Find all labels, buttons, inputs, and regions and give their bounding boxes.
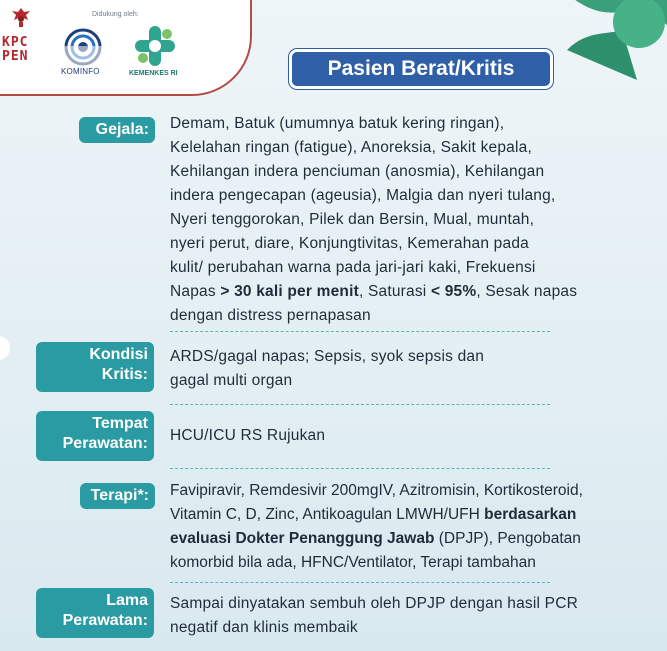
terapi-line: komorbid bila ada, HFNC/Ventilator, Terapi tambahan (170, 554, 536, 571)
saturation-threshold: < 95% (430, 283, 477, 300)
support-text: Didukung oleh: (92, 11, 139, 18)
lama-text (170, 592, 578, 640)
kpc-text: KPC (2, 35, 29, 50)
label-line: Perawatan: (62, 612, 148, 629)
divider (170, 582, 550, 583)
text-segment: Napas (170, 283, 221, 300)
gejala-line: Nyeri tenggorokan, Pilek dan Bersin, Mual, muntah, (170, 211, 535, 228)
terapi-text (170, 479, 583, 575)
kondisi-text (170, 345, 484, 393)
text-segment: (DPJP), Pengobatan (434, 530, 581, 547)
text-segment-bold: evaluasi Dokter Penanggung Jawab (170, 530, 435, 547)
kemenkes-logo-icon (133, 24, 177, 68)
terapi-line (170, 503, 583, 527)
tempat-line: HCU/ICU RS Rujukan (170, 427, 326, 444)
kondisi-kritis-label (36, 342, 154, 392)
gejala-line: Demam, Batuk (umumnya batuk kering ringan), (170, 115, 505, 132)
divider (170, 468, 550, 469)
gejala-line: nyeri perut, diare, Konjungtivitas, Kemerahan pada (170, 235, 529, 252)
pen-text: PEN (2, 49, 29, 64)
tempat-perawatan-label (36, 411, 154, 461)
label-line: Kritis: (101, 366, 148, 383)
text-segment: , Saturasi (358, 283, 431, 300)
tempat-text (170, 424, 325, 448)
lama-perawatan-label (36, 588, 154, 638)
gejala-line (170, 280, 577, 304)
lama-line: negatif dan klinis membaik (170, 619, 358, 636)
label-line: Perawatan: (62, 435, 148, 452)
page-title: Pasien Berat/Kritis (289, 49, 553, 89)
label-line: Lama (106, 592, 148, 609)
divider (170, 404, 550, 405)
terapi-line: Favipiravir, Remdesivir 200mgIV, Azitromisin, Kortikosteroid, (170, 482, 583, 499)
label-line: Kondisi (89, 346, 148, 363)
logo-panel (0, 0, 252, 96)
gejala-line: dengan distress pernapasan (170, 307, 371, 324)
lama-line: Sampai dinyatakan sembuh oleh DPJP dengan hasil PCR (170, 595, 578, 612)
text-segment: , Sesak napas (476, 283, 578, 300)
gejala-text (170, 112, 577, 328)
kominfo-logo-icon (64, 28, 102, 66)
kondisi-line: gagal multi organ (170, 372, 293, 389)
respiratory-rate-threshold: > 30 kali per menit (220, 283, 359, 300)
gejala-line: Kehilangan indera penciuman (anosmia), Kehilangan (170, 163, 545, 180)
text-segment: Vitamin C, D, Zinc, Antikoagulan LMWH/UFH (170, 506, 485, 523)
terapi-line (170, 527, 583, 551)
terapi-label: Terapi*: (80, 483, 155, 509)
label-line: Tempat (92, 415, 148, 432)
garuda-emblem-icon (10, 6, 32, 28)
divider (170, 331, 550, 332)
text-segment-bold: berdasarkan (484, 506, 577, 523)
kominfo-label: KOMINFO (61, 67, 100, 76)
kpc-pen-logo (2, 36, 28, 64)
gejala-label: Gejala: (79, 117, 155, 143)
decorative-circle (0, 336, 10, 360)
kemenkes-label: KEMENKES RI (129, 70, 178, 77)
gejala-line: indera pengecapan (ageusia), Malgia dan nyeri tulang, (170, 187, 556, 204)
kondisi-line: ARDS/gagal napas; Sepsis, syok sepsis dan (170, 348, 485, 365)
gejala-line: Kelelahan ringan (fatigue), Anoreksia, Sakit kepala, (170, 139, 532, 156)
gejala-line: kulit/ perubahan warna pada jari-jari kaki, Frekuensi (170, 259, 536, 276)
